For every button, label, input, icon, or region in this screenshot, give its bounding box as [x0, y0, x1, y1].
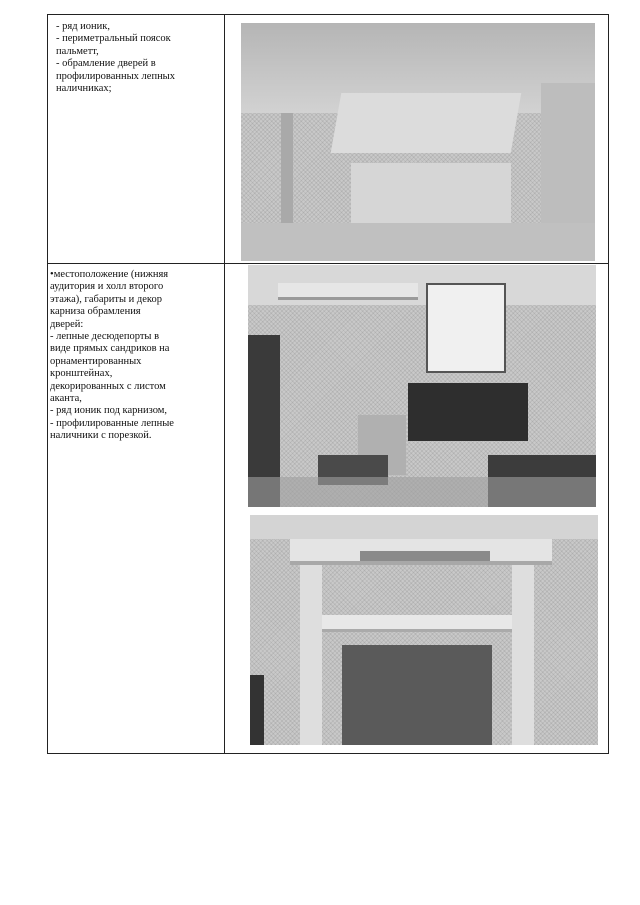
column-divider: [224, 15, 225, 753]
row-divider: [48, 263, 608, 264]
row-1-description: - ряд ионик, - периметральный поясок пальметт, - обрамление дверей в профилированных лепных наличниках;: [56, 21, 175, 95]
row-2-text: местоположение (нижняя аудитория и холл второго этажа), габариты и декор карниза обрамления дверей: - лепные десюдепорты в виде прямых сандриков на орнаментированных кронштейнах, декорированных с листом аканта, - ряд ионик под карнизом, - профилированные лепные наличники с порезкой.: [50, 269, 174, 442]
photo-ceiling-cornice: [241, 23, 595, 261]
document-table: [47, 14, 609, 754]
bullet: •: [50, 269, 54, 280]
photo-door-frame: [250, 515, 598, 745]
photo-lecture-room: [248, 265, 596, 507]
row-2-description: [50, 269, 222, 443]
